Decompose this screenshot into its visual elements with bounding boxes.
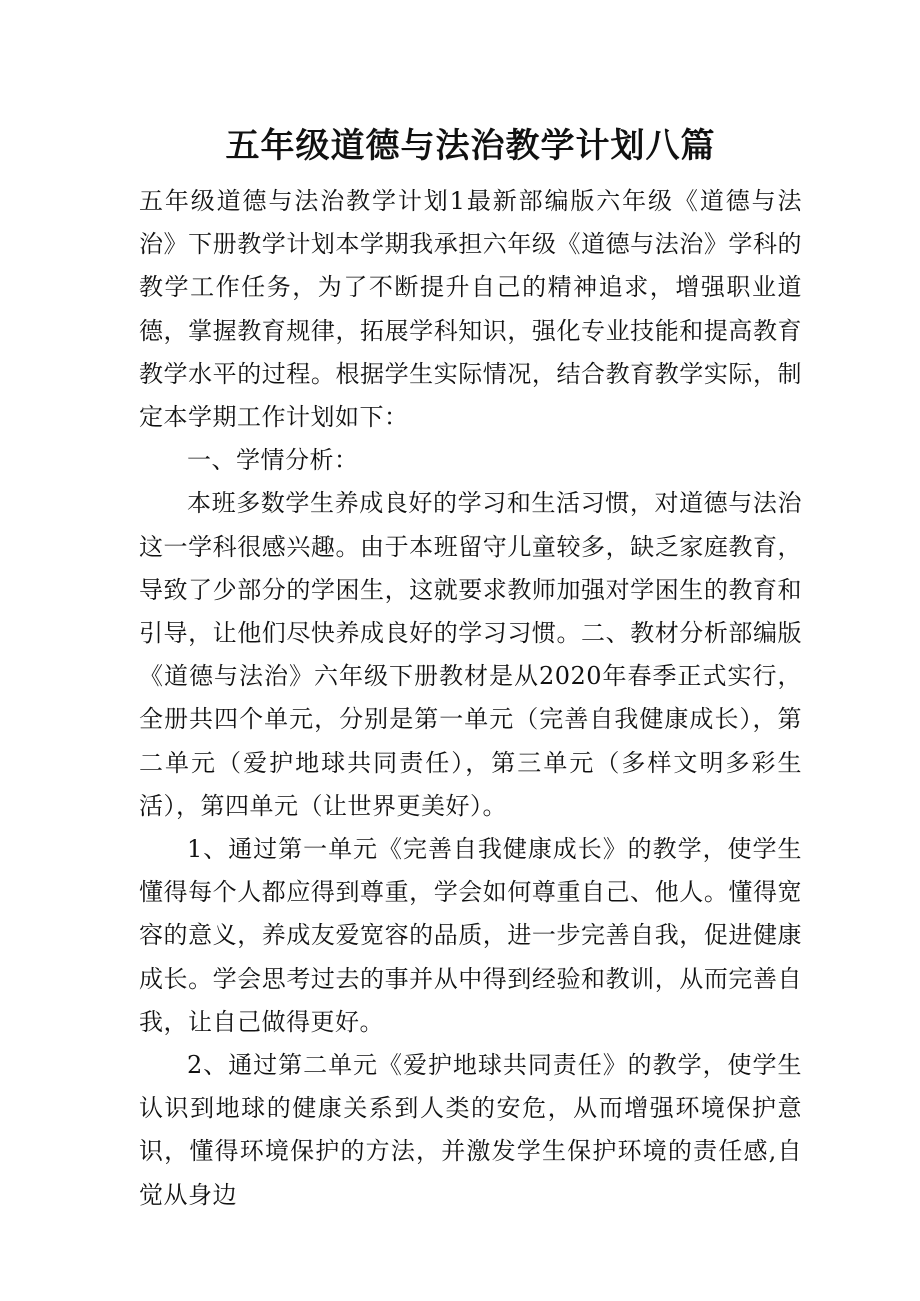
document-title: 五年级道德与法治教学计划八篇 [225, 126, 716, 166]
paragraph-unit-one: 1、通过第一单元《完善自我健康成长》的教学，使学生懂得每个人都应得到尊重，学会如何尊重自己、他人。懂得宽容的意义，养成友爱宽容的品质，进一步完善自我，促进健康成长。学会思考过去的事并从中得到经验和教训，从而完善自我，让自己做得更好。 [139, 835, 802, 1036]
paragraph-student-analysis: 本班多数学生养成良好的学习和生活习惯，对道德与法治这一学科很感兴趣。由于本班留守儿童较多，缺乏家庭教育，导致了少部分的学困生，这就要求教师加强对学困生的教育和引导，让他们尽快养成良好的学习习惯。二、教材分析部编版《道德与法治》六年级下册教材是从2020年春季正式实行，全册共四个单元，分别是第一单元（完善自我健康成长），第二单元（爱护地球共同责任），第三单元（多样文明多彩生活），第四单元（让世界更美好）。 [139, 489, 802, 820]
paragraph-intro: 五年级道德与法治教学计划1最新部编版六年级《道德与法治》下册教学计划本学期我承担六年级《道德与法治》学科的教学工作任务，为了不断提升自己的精神追求，增强职业道德，掌握教育规律，拓展学科知识，强化专业技能和提高教育教学水平的过程。根据学生实际情况，结合教育教学实际，制定本学期工作计划如下： [139, 187, 802, 432]
paragraph-unit-two: 2、通过第二单元《爱护地球共同责任》的教学，使学生认识到地球的健康关系到人类的安危，从而增强环境保护意识，懂得环境保护的方法，并激发学生保护环境的责任感,自觉从身边 [139, 1051, 802, 1209]
section-heading-student-analysis: 一、学情分析： [187, 446, 359, 475]
